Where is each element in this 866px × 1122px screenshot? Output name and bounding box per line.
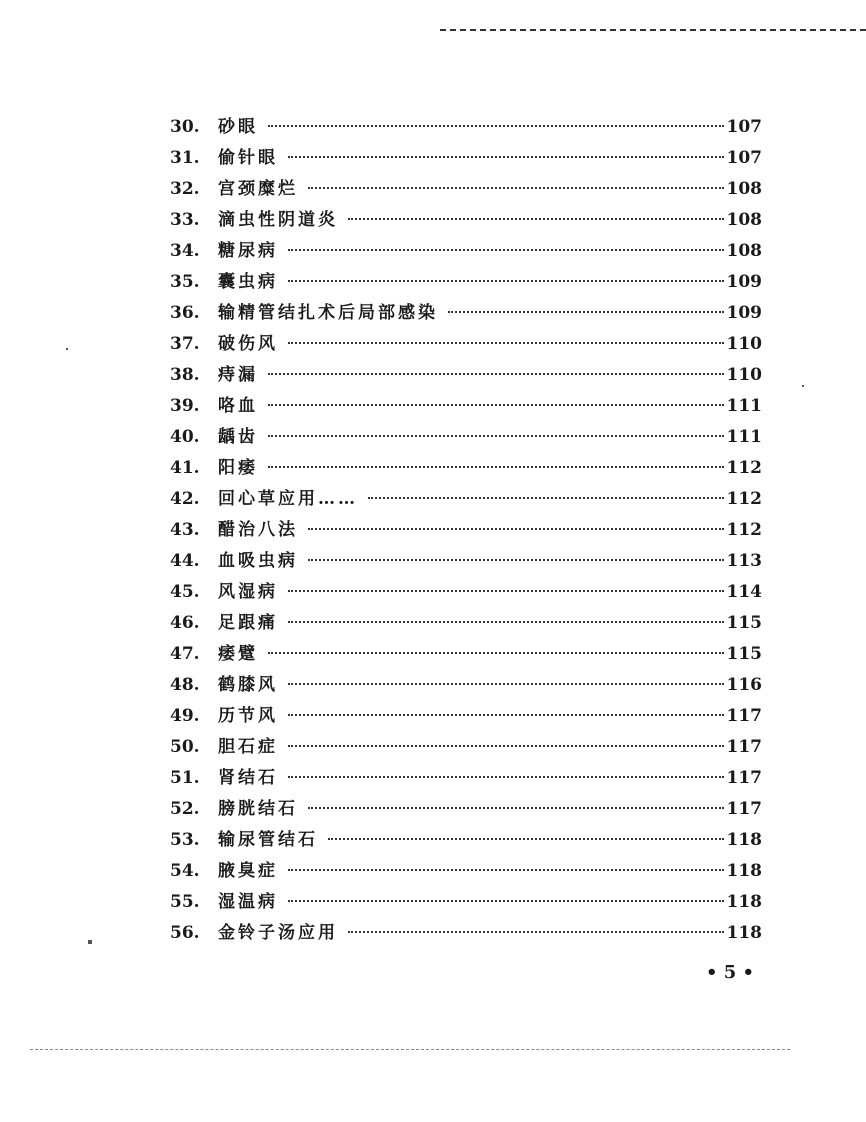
toc-entry-number: 50.: [170, 737, 200, 757]
toc-entry-number: 38.: [170, 365, 200, 385]
toc-entry-title: 囊虫病: [218, 272, 278, 292]
toc-entry-number: 52.: [170, 799, 200, 819]
toc-entry-title: 痿躄: [218, 644, 258, 664]
toc-entry-page: 112: [726, 520, 762, 540]
toc-entry: [170, 298, 762, 329]
toc-leader-dots: [268, 125, 724, 127]
toc-entry: [170, 329, 762, 360]
toc-entry-number: 45.: [170, 582, 200, 602]
toc-entry-number: 53.: [170, 830, 200, 850]
table-of-contents: [170, 112, 762, 949]
toc-entry-page: 113: [726, 551, 762, 571]
toc-entry: [170, 918, 762, 949]
toc-entry: [170, 701, 762, 732]
toc-entry-page: 111: [726, 396, 762, 416]
toc-entry-title: 咯血: [218, 396, 258, 416]
toc-entry-number: 41.: [170, 458, 200, 478]
toc-entry-number: 37.: [170, 334, 200, 354]
toc-entry-title: 腋臭症: [218, 861, 278, 881]
toc-entry-number: 46.: [170, 613, 200, 633]
toc-entry-number: 43.: [170, 520, 200, 540]
toc-entry: [170, 546, 762, 577]
toc-leader-dots: [288, 683, 724, 685]
toc-leader-dots: [268, 404, 724, 406]
toc-entry: [170, 143, 762, 174]
toc-entry-page: 109: [726, 303, 762, 323]
toc-entry: [170, 608, 762, 639]
toc-entry: [170, 236, 762, 267]
toc-leader-dots: [288, 745, 724, 747]
toc-entry-number: 36.: [170, 303, 200, 323]
toc-entry-number: 30.: [170, 117, 200, 137]
toc-entry-number: 54.: [170, 861, 200, 881]
toc-entry-page: 108: [726, 210, 762, 230]
toc-entry-title: 足跟痛: [218, 613, 278, 633]
toc-entry: [170, 763, 762, 794]
toc-entry-title: 阳痿: [218, 458, 258, 478]
scan-edge-noise: [30, 1049, 790, 1050]
toc-leader-dots: [348, 218, 724, 220]
toc-entry-title: 砂眼: [218, 117, 258, 137]
toc-entry-page: 118: [726, 892, 762, 912]
toc-leader-dots: [288, 869, 724, 871]
toc-entry-page: 118: [726, 861, 762, 881]
toc-entry-title: 回心草应用……: [218, 489, 358, 509]
toc-entry: [170, 174, 762, 205]
top-dashed-rule: [440, 29, 866, 31]
toc-leader-dots: [368, 497, 724, 499]
toc-entry-page: 117: [726, 799, 762, 819]
toc-leader-dots: [288, 280, 724, 282]
toc-entry: [170, 112, 762, 143]
toc-leader-dots: [288, 714, 724, 716]
toc-entry-page: 115: [726, 613, 762, 633]
toc-entry-number: 49.: [170, 706, 200, 726]
toc-leader-dots: [288, 621, 724, 623]
toc-entry-title: 肾结石: [218, 768, 278, 788]
toc-entry-title: 风湿病: [218, 582, 278, 602]
toc-entry: [170, 732, 762, 763]
toc-entry-page: 117: [726, 768, 762, 788]
toc-entry-title: 膀胱结石: [218, 799, 298, 819]
toc-entry: [170, 887, 762, 918]
toc-entry-title: 输尿管结石: [218, 830, 318, 850]
toc-entry-number: 51.: [170, 768, 200, 788]
toc-entry-title: 龋齿: [218, 427, 258, 447]
toc-leader-dots: [288, 776, 724, 778]
toc-entry-page: 117: [726, 706, 762, 726]
toc-entry-number: 34.: [170, 241, 200, 261]
toc-entry-page: 118: [726, 923, 762, 943]
toc-entry-title: 偷针眼: [218, 148, 278, 168]
toc-entry: [170, 205, 762, 236]
scan-speck: [66, 348, 68, 350]
toc-entry-title: 湿温病: [218, 892, 278, 912]
toc-leader-dots: [308, 187, 724, 189]
toc-leader-dots: [268, 435, 724, 437]
scan-speck: [802, 385, 804, 387]
toc-entry-page: 112: [726, 458, 762, 478]
toc-entry-page: 110: [726, 365, 762, 385]
toc-entry: [170, 267, 762, 298]
toc-entry-number: 55.: [170, 892, 200, 912]
toc-entry-title: 醋治八法: [218, 520, 298, 540]
toc-entry-number: 32.: [170, 179, 200, 199]
toc-entry-title: 滴虫性阴道炎: [218, 210, 338, 230]
toc-entry-title: 糖尿病: [218, 241, 278, 261]
toc-entry-number: 42.: [170, 489, 200, 509]
toc-entry-page: 107: [726, 148, 762, 168]
toc-leader-dots: [308, 559, 724, 561]
toc-entry-title: 破伤风: [218, 334, 278, 354]
toc-entry-page: 112: [726, 489, 762, 509]
toc-leader-dots: [268, 466, 724, 468]
toc-entry-number: 33.: [170, 210, 200, 230]
toc-entry-page: 114: [726, 582, 762, 602]
toc-entry-page: 108: [726, 179, 762, 199]
toc-entry-page: 116: [726, 675, 762, 695]
toc-entry-title: 金铃子汤应用: [218, 923, 338, 943]
toc-entry-page: 107: [726, 117, 762, 137]
toc-entry: [170, 360, 762, 391]
toc-entry-page: 111: [726, 427, 762, 447]
toc-entry-title: 宫颈糜烂: [218, 179, 298, 199]
toc-leader-dots: [288, 900, 724, 902]
toc-entry: [170, 577, 762, 608]
toc-entry-page: 110: [726, 334, 762, 354]
toc-entry-title: 输精管结扎术后局部感染: [218, 303, 438, 323]
toc-entry-number: 48.: [170, 675, 200, 695]
toc-entry: [170, 422, 762, 453]
toc-entry-page: 115: [726, 644, 762, 664]
toc-entry-title: 鹤膝风: [218, 675, 278, 695]
toc-entry: [170, 453, 762, 484]
toc-leader-dots: [448, 311, 724, 313]
toc-leader-dots: [328, 838, 724, 840]
scan-speck: [88, 940, 92, 944]
toc-entry-number: 47.: [170, 644, 200, 664]
toc-entry: [170, 825, 762, 856]
toc-leader-dots: [308, 807, 724, 809]
toc-leader-dots: [288, 342, 724, 344]
toc-leader-dots: [288, 156, 724, 158]
toc-entry-page: 108: [726, 241, 762, 261]
toc-entry: [170, 515, 762, 546]
toc-leader-dots: [268, 373, 724, 375]
toc-leader-dots: [288, 249, 724, 251]
toc-leader-dots: [288, 590, 724, 592]
toc-entry: [170, 391, 762, 422]
toc-entry: [170, 484, 762, 515]
toc-entry-number: 44.: [170, 551, 200, 571]
toc-entry-page: 117: [726, 737, 762, 757]
toc-entry: [170, 856, 762, 887]
toc-entry-number: 31.: [170, 148, 200, 168]
toc-entry-title: 胆石症: [218, 737, 278, 757]
toc-entry-number: 40.: [170, 427, 200, 447]
toc-entry-page: 109: [726, 272, 762, 292]
toc-entry-number: 39.: [170, 396, 200, 416]
toc-entry-number: 56.: [170, 923, 200, 943]
toc-leader-dots: [268, 652, 724, 654]
toc-entry: [170, 794, 762, 825]
toc-entry: [170, 670, 762, 701]
toc-leader-dots: [308, 528, 724, 530]
toc-entry-number: 35.: [170, 272, 200, 292]
page-number: • 5 •: [705, 962, 755, 983]
toc-leader-dots: [348, 931, 724, 933]
toc-entry-title: 历节风: [218, 706, 278, 726]
toc-entry: [170, 639, 762, 670]
toc-entry-title: 血吸虫病: [218, 551, 298, 571]
toc-entry-title: 痔漏: [218, 365, 258, 385]
toc-entry-page: 118: [726, 830, 762, 850]
